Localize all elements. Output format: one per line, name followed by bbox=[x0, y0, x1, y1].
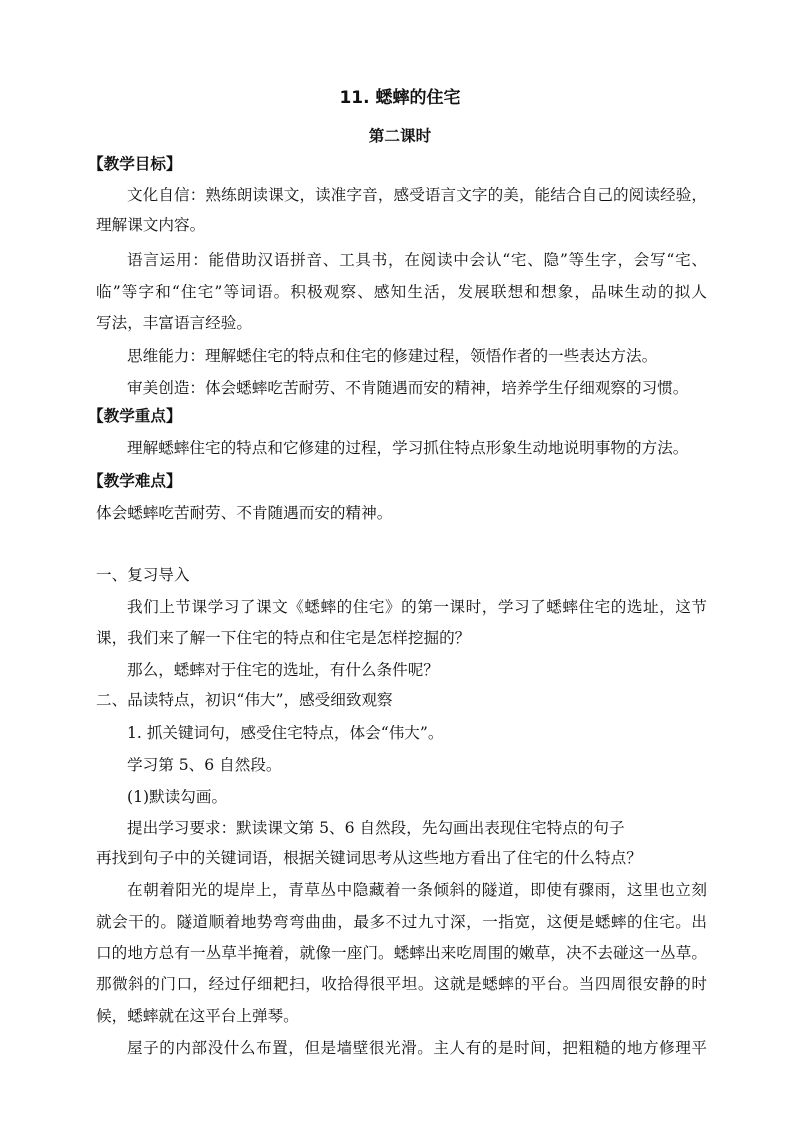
body-line: 我们上节课学习了课文《蟋蟀的住宅》的第一课时，学习了蟋蟀住宅的选址，这节 bbox=[127, 598, 707, 616]
objectives-line: 临”等字和“住宅”等词语。积极观察、感知生活，发展联想和想象，品味生动的拟人 bbox=[96, 283, 707, 301]
objectives-line: 理解课文内容。 bbox=[96, 216, 206, 234]
difficulties-line: 体会蟋蟀吃苦耐劳、不肯随遇而安的精神。 bbox=[96, 504, 393, 522]
section-heading: 一、复习导入 bbox=[96, 566, 190, 584]
body-line: 再找到句子中的关键词语，根据关键词思考从这些地方看出了住宅的什么特点？ bbox=[96, 849, 642, 867]
objectives-line: 审美创造：体会蟋蟀吃苦耐劳、不肯随遇而安的精神，培养学生仔细观察的习惯。 bbox=[127, 379, 689, 397]
objectives-line: 文化自信：熟练朗读课文，读准字音，感受语言文字的美，能结合自己的阅读经验， bbox=[127, 186, 707, 204]
body-line: 屋子的内部没什么布置，但是墙壁很光滑。主人有的是时间，把粗糙的地方修理平 bbox=[127, 1039, 707, 1057]
objectives-line: 写法，丰富语言经验。 bbox=[96, 314, 252, 332]
body-line: 口的地方总有一丛草半掩着，就像一座门。蟋蟀出来吃周围的嫩草，决不去碰这一丛草。 bbox=[96, 944, 707, 962]
key-points-line: 理解蟋蟀住宅的特点和它修建的过程，学习抓住特点形象生动地说明事物的方法。 bbox=[127, 439, 689, 457]
objectives-heading: 【教学目标】 bbox=[88, 155, 182, 173]
objectives-line: 语言运用：能借助汉语拼音、工具书，在阅读中会认“宅、隐”等生字，会写“宅、 bbox=[127, 251, 707, 269]
body-line: 学习第 5、6 自然段。 bbox=[127, 756, 282, 774]
body-line: 1. 抓关键词句，感受住宅特点，体会“伟大”。 bbox=[127, 724, 444, 742]
body-line: (1)默读勾画。 bbox=[127, 788, 228, 806]
section-heading: 二、品读特点，初识“伟大”，感受细致观察 bbox=[96, 691, 393, 709]
body-line: 课，我们来了解一下住宅的特点和住宅是怎样挖掘的？ bbox=[96, 629, 471, 647]
document-title: 11. 蟋蟀的住宅 bbox=[339, 88, 461, 108]
body-line: 那么，蟋蟀对于住宅的选址，有什么条件呢？ bbox=[127, 661, 439, 679]
body-line: 就会干的。隧道顺着地势弯弯曲曲，最多不过九寸深，一指宽，这便是蟋蟀的住宅。出 bbox=[96, 913, 707, 931]
body-line: 那微斜的门口，经过仔细耙扫，收拾得很平坦。这就是蟋蟀的平台。当四周很安静的时 bbox=[96, 975, 707, 993]
key-points-heading: 【教学重点】 bbox=[88, 407, 182, 425]
difficulties-heading: 【教学难点】 bbox=[88, 472, 182, 490]
lesson-subtitle: 第二课时 bbox=[368, 127, 432, 145]
body-line: 在朝着阳光的堤岸上，青草丛中隐藏着一条倾斜的隧道，即使有骤雨，这里也立刻 bbox=[127, 881, 707, 899]
objectives-line: 思维能力：理解蟋住宅的特点和住宅的修建过程，领悟作者的一些表达方法。 bbox=[127, 347, 658, 365]
body-line: 提出学习要求：默读课文第 5、6 自然段，先勾画出表现住宅特点的句子 bbox=[127, 819, 625, 837]
body-line: 候，蟋蟀就在这平台上弹琴。 bbox=[96, 1007, 299, 1025]
